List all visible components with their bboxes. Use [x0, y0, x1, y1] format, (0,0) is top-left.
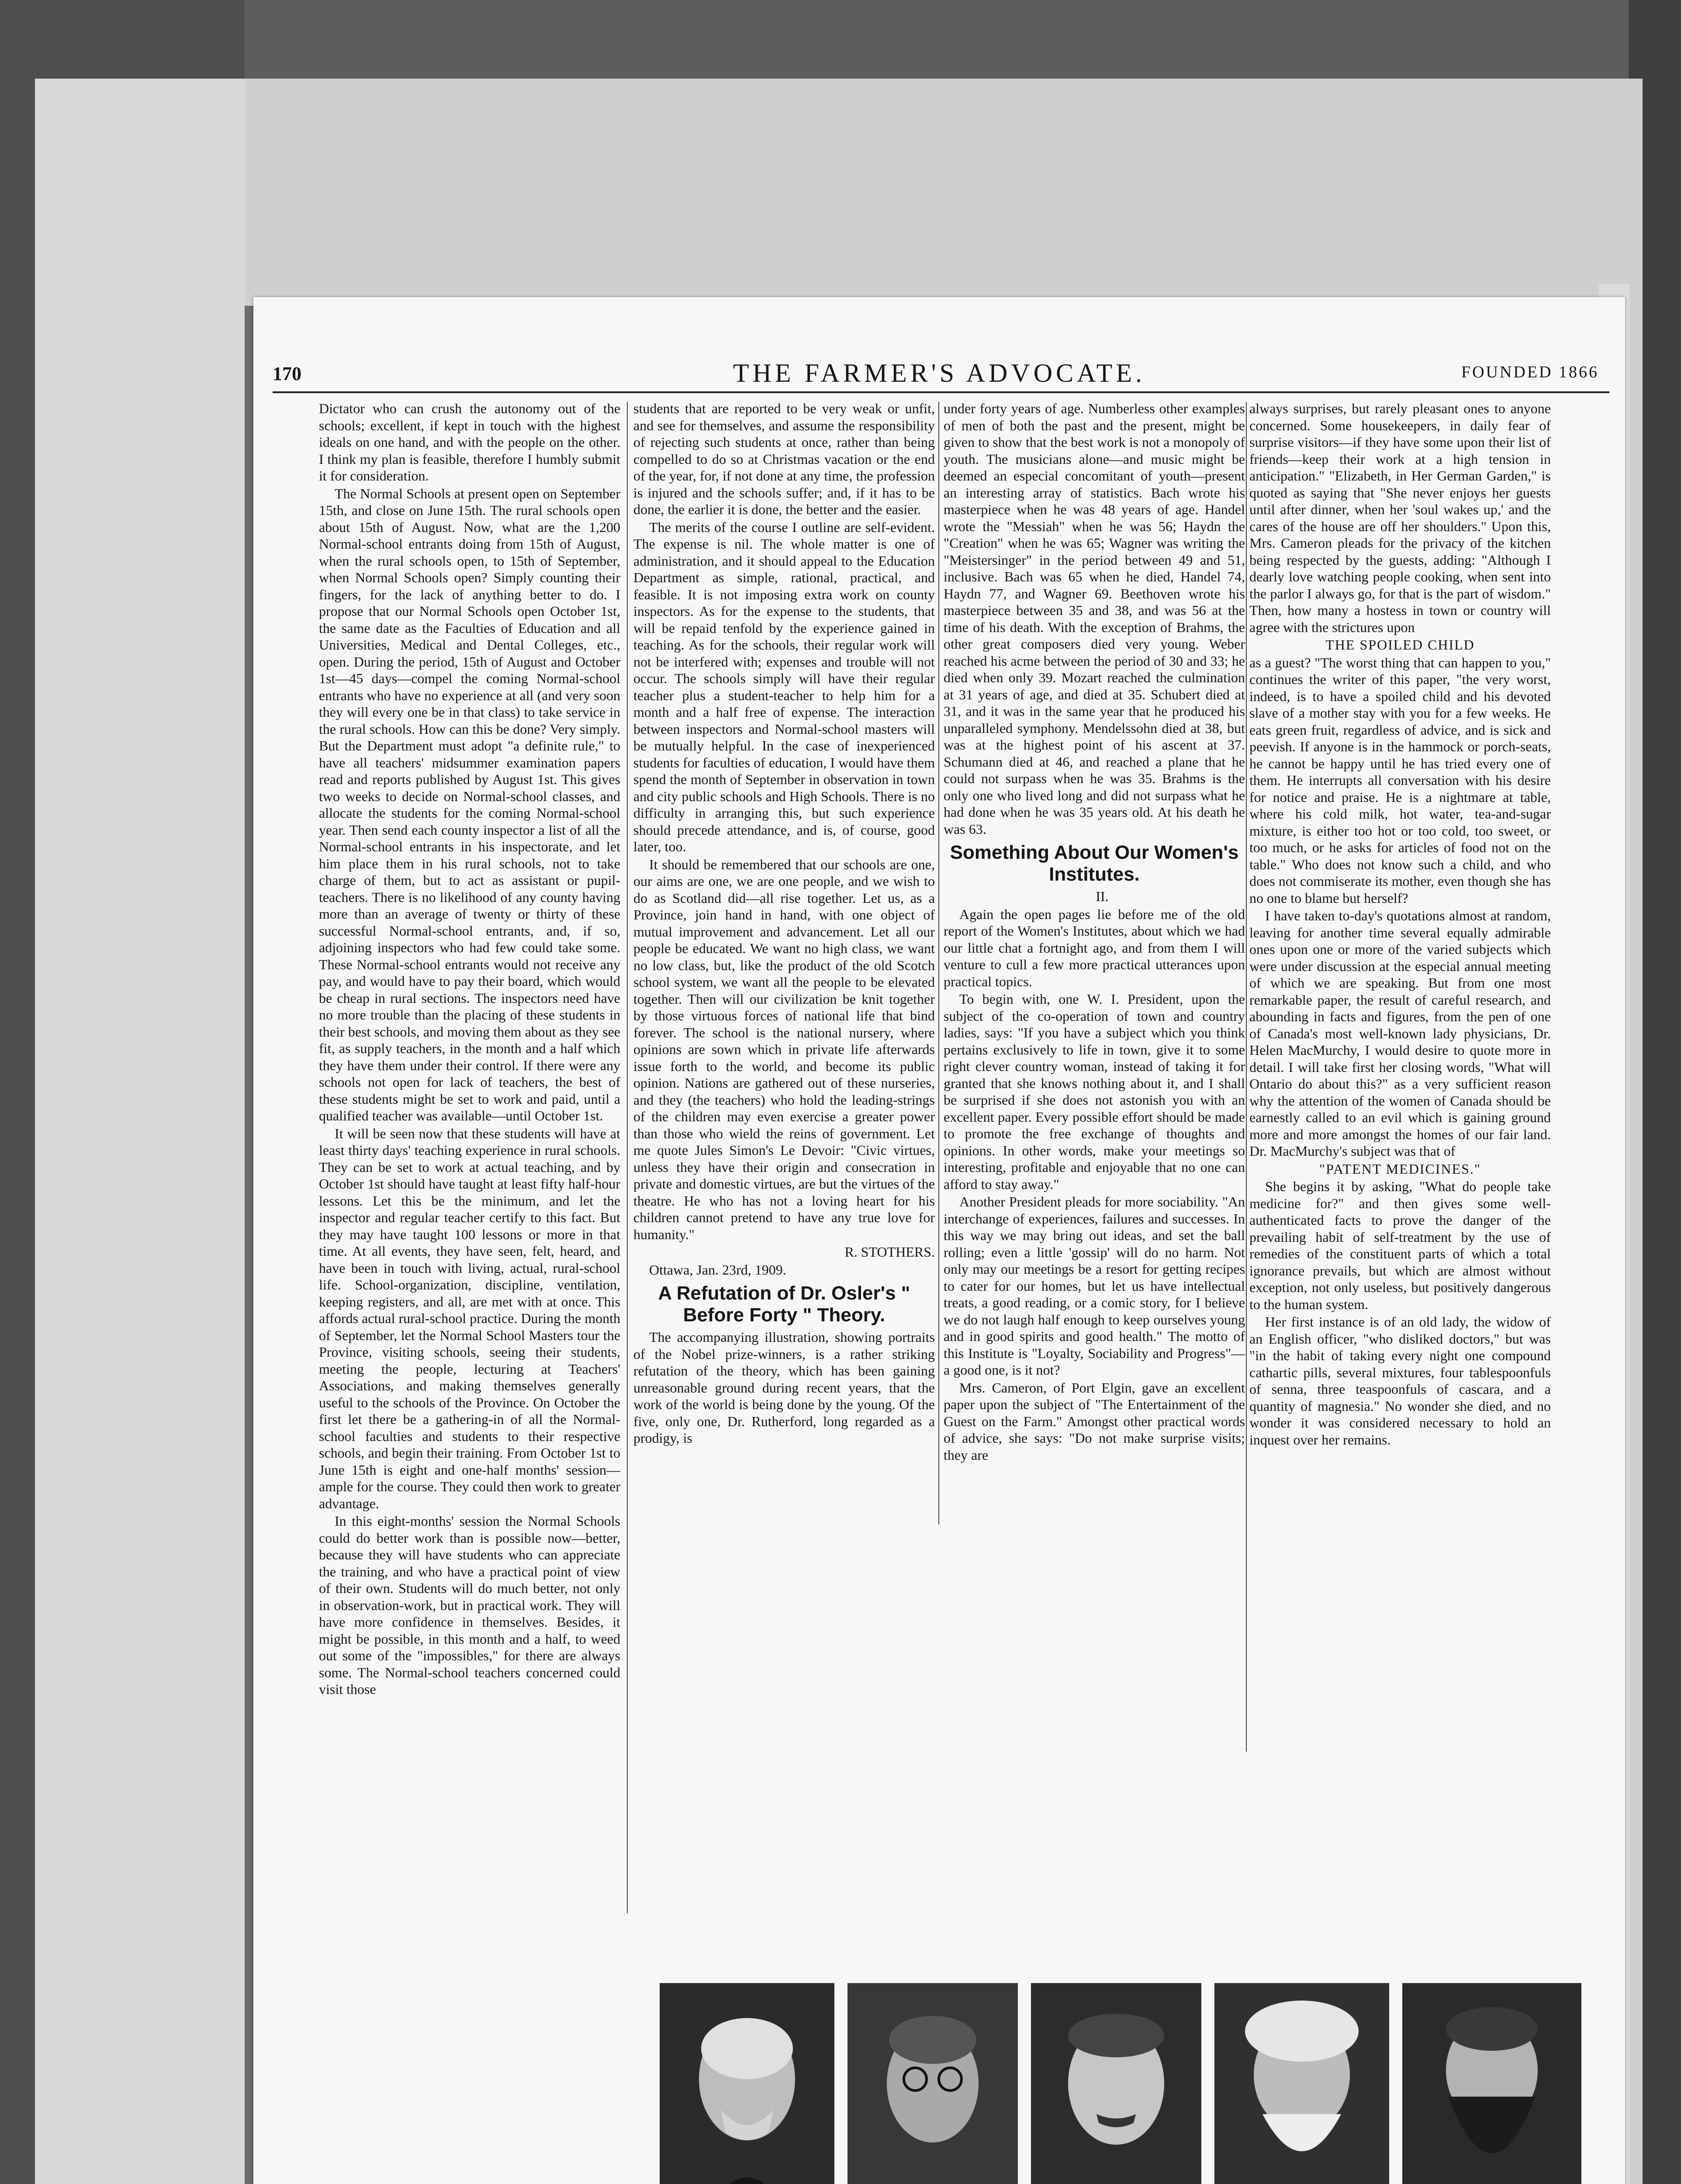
paragraph: Dictator who can crush the autonomy out of the schools; excellent, if kept in touch with the highest ideals on one hand, and with the people on the other. I think my plan is feasible, therefore I humbly submit it for consideration.	[319, 401, 620, 484]
column-2	[633, 400, 935, 1916]
paragraph: I have taken to-day's quotations almost at random, leaving for another time several equally admirable ones upon one or more of the varied subjects which were under discussion at the especial annual meeting of which we are speaking. But from one most remarkable paper, the result of careful research, and abounding in facts and figures, from the pen of one of Canada's most well-known lady physicians, Dr. Helen MacMurchy, I would desire to quote more in detail. I will take first her closing words, "What will Ontario do about this?" as a very sufficient reason why the attention of the women of Canada should be earnestly called to an evil which is gaining ground more and more amongst the homes of our fair land. Dr. MacMurchy's subject was that of	[1249, 908, 1551, 1159]
portrait-photo	[660, 1983, 834, 2184]
nobel-portraits-photo	[660, 1983, 1581, 2184]
paragraph: The merits of the course I outline are self-evident. The expense is nil. The whole matter is one of administration, and it should appeal to the Education Department as simple, rational, practical, and feasible. It is not imposing extra work on county inspectors. As for the expense to the students, that will be repaid tenfold by the experience gained in teaching. As for the schools, their regular work will not be interfered with; expenses and trouble will not occur. The schools simply will have their regular teacher plus a student-teacher to help him for a month and a half free of expense. The interaction between inspectors and Normal-school masters will be mutually helpful. In the case of inexperienced students for faculties of education, I would have them spend the month of September in observation in town and city public schools and High Schools. There is no difficulty in arranging this, but such experience should precede attendance, and is, of course, good later, too.	[633, 519, 935, 854]
column-rule	[627, 402, 628, 1913]
section-numeral: II.	[1096, 888, 1109, 904]
dateline: Ottawa, Jan. 23rd, 1909.	[649, 1261, 786, 1278]
portrait-photo	[1031, 1983, 1201, 2184]
column-3	[944, 400, 1245, 1523]
column-rule	[938, 402, 939, 1524]
column-1	[319, 400, 620, 2184]
portrait-photo	[1214, 1983, 1389, 2184]
paragraph: She begins it by asking, "What do people take medicine for?" and then gives some well-authenticated facts to prove the danger of the prevailing habit of self-treatment by the use of remedies of the constituent parts of which a total ignorance prevails, but which are almost without exception, not only useless, but positively dangerous to the human system.	[1249, 1178, 1551, 1312]
founded-label: FOUNDED 1866	[1461, 363, 1599, 381]
subheading: THE SPOILED CHILD	[1325, 637, 1475, 653]
column-4	[1249, 400, 1551, 1750]
paragraph: Mrs. Cameron, of Port Elgin, gave an excellent paper upon the subject of "The Entertainment of the Guest on the Farm." Amongst other practical words of advice, she says: "Do not make surprise visits; they are	[944, 1379, 1245, 1463]
underlying-sheet-top	[35, 79, 1634, 306]
paragraph: Her first instance is of an old lady, the widow of an English officer, "who disliked doctors," but was "in the habit of taking every night one compound cathartic pills, several mixtures, four tablespoonfuls of senna, three teaspoonfuls of cascara, and a quantity of magnesia." No wonder she died, and no wonder it was considered necessary to hold an inquest over her remains.	[1249, 1314, 1551, 1448]
paragraph: as a guest? "The worst thing that can happen to you," continues the writer of this paper, "the very worst, indeed, is to have a spoiled child and his devoted slave of a mother stay with you for a few weeks. He eats green fruit, regardless of advice, and is sick and peevish. If anyone is in the hammock or porch-seats, he cannot be happy until he has tried every one of them. He interrupts all conversation with his desire for notice and praise. He is a nightmare at table, where his cold milk, hot water, tea-and-sugar mixture, is either too hot or too cold, too sweet, or too much, or he asks for articles of food not on the table." Who does not know such a child, and who does not commiserate its mother, even though she has no one to blame but herself?	[1249, 654, 1551, 906]
paragraph: To begin with, one W. I. President, upon the subject of the co-operation of town and country ladies, says: "If you have a subject which you think pertains exclusively to life in town, give it to some right clever country woman, instead of taking it for granted that she knows nothing about it, and I shall be surprised if she does not astonish you with an excellent paper. Every possible effort should be made to promote the free exchange of thoughts and opinions. In other words, make your meetings so interesting, profitable and enjoyable that no one can afford to stay away."	[944, 991, 1245, 1192]
underlying-sheet-left	[35, 79, 245, 2184]
portrait-photo	[847, 1983, 1018, 2184]
paragraph: In this eight-months' session the Normal Schools could do better work than is possible now—better, because they will have students who can appreciate the training, and who have a practical point of view of their own. Students will do much better, not only in observation-work, but in practical work. They will have more confidence in themselves. Besides, it might be possible, in this month and a half, to weed out some of the "impossibles," for there are always some. The Normal-school teachers concerned could visit those	[319, 1513, 620, 1697]
page-number: 170	[273, 363, 301, 384]
journal-title: THE FARMER'S ADVOCATE.	[733, 359, 1146, 387]
portrait-photo	[1402, 1983, 1581, 2184]
paragraph: students that are reported to be very weak or unfit, and see for themselves, and assume the responsibility of rejecting such students at once, rather than being compelled to do so at Christmas vacation or the end of the year, for, if not done at any time, the profession is injured and the schools suffer; and, if it has to be done, the earlier it is done, the better and the easier.	[633, 401, 935, 517]
paragraph: It will be seen now that these students will have at least thirty days' teaching experience in rural schools. They can be set to work at actual teaching, and by October 1st should have taught at least fifty half-hour lessons. Let this be the minimum, and let the inspector and regular teacher certify to this fact. But they may have taught 100 lessons or more in that time. At all events, they have seen, felt, heard, and have been in touch with living, actual, rural-school life. School-organization, discipline, ventilation, keeping registers, and all, are met with at once. This affords actual rural-school practice. During the month of September, let the Normal School Masters tour the Province, visiting schools, seeing their students, meeting the people, lecturing at Teachers' Associations, and making themselves generally useful to the schools of the Province. On October the first let there be a gathering-in of all the Normal-school faculties and students to their respective schools, and begin their training. From October 1st to June 15th is eight and one-half months' session—ample for the course. They could then work to greater advantage.	[319, 1125, 620, 1511]
article-headline: Something About Our Women's Institutes.	[950, 842, 1239, 885]
paragraph: under forty years of age. Numberless other examples of men of both the past and the present, might be given to show that the best work is not a monopoly of youth. The musicians alone—and music might be deemed an especial concomitant of youth—present an interesting array of statistics. Bach wrote his masterpiece when he was 48 years of age. Handel wrote the "Messiah" when he was 56; Haydn the "Creation" when he was 65; Wagner was writing the "Meistersinger" in the period between 49 and 51, inclusive. Bach was 65 when he died, Handel 74, Haydn 77, and Wagner 69. Beethoven wrote his masterpiece between 35 and 38, and was 56 at the time of his death. With the exception of Brahms, the other great composers died very young. Weber reached his acme between the period of 30 and 33; he died when only 39. Mozart reached the culmination at 31 years of age, and died at 35. Schubert died at 31, and it was in the same year that he produced his unparalleled symphony. Mendelssohn died at 38, but was at the highest point of his ascent at 37. Schumann died at 46, and reached a plane that he could not surpass when he was 35. Brahms is the only one who lived long and did not surpass what he had done when he was 35 years old. At his death he was 63.	[944, 401, 1245, 837]
paragraph: The Normal Schools at present open on September 15th, and close on June 15th. The rural schools open about 15th of August. Now, what are the 1,200 Normal-school entrants doing from 15th of August, when the rural schools open, to 15th of September, when Normal Schools open? Simply counting their fingers, for the lack of anything better to do. I propose that our Normal Schools open October 1st, the same date as the Faculties of Education and all Universities, Medical and Dental Colleges, etc., open. During the period, 15th of August and October 1st—45 days—compel the coming Normal-school entrants who have no experience at all (and very soon they will every one be in that class) to take service in the rural schools. How can this be done? Very simply. But the Department must adopt "a definite rule," to have all teachers' midsummer examination papers read and reports published by August 1st. This gives two weeks to decide on Normal-school classes, and allocate the students for the coming Normal-school year. Then send each county inspector a list of all the Normal-school entrants in his inspectorate, and let him place them in his rural schools, not to take charge of them, but to act as assistant or pupil-teachers. There is no likelihood of any county having more than an average of twenty or thirty of these successful Normal-school entrants, and, if so, adjoining inspectors who had few could take some. These Normal-school entrants would not receive any pay, and would have to pay their board, which would be cheap in rural sections. The inspectors need have no more trouble than the placing of these students in their best schools, and moving them about as they see fit, as supply teachers, in the month and a half which they have them under their control. If there were any schools not open for lack of teachers, the best of these students might be set to work and paid, until a qualified teacher was available—until October 1st.	[319, 485, 620, 1123]
paragraph: always surprises, but rarely pleasant ones to anyone concerned. Some housekeepers, in daily fear of surprise visitors—if they have some upon their list of friends—keep their work at a high tension in anticipation." "Elizabeth, in Her German Garden," is quoted as saying that "She never enjoys her guests until after dinner, when her 'soul wakes up,' and the cares of the house are off her shoulders." Upon this, Mrs. Cameron pleads for the privacy of the kitchen being respected by the guests, adding: "Although I dearly love watching people cooking, when sent into the parlor I always go, for that is the part of wisdom." Then, how many a hostess in town or country will agree with the strictures upon	[1249, 401, 1551, 635]
paragraph: The accompanying illustration, showing portraits of the Nobel prize-winners, is a rather striking refutation of the theory, which has been gaining unreasonable ground during recent years, that the work of the world is being done by the young. Of the five, only one, Dr. Rutherford, long regarded as a prodigy, is	[633, 1329, 935, 1446]
author-signature: R. STOTHERS.	[844, 1244, 935, 1260]
article-headline: A Refutation of Dr. Osler's " Before Forty " Theory.	[658, 1282, 910, 1326]
column-rule	[1246, 402, 1247, 1752]
paragraph: Another President pleads for more sociability. "An interchange of experiences, failures and successes. In this way we may bring out ideas, and set the ball rolling; even a little 'gossip' will do no harm. Not only may our meetings be a resort for getting recipes to cater for our homes, but let us have intellectual treats, a good reading, or a comic story, for I believe we do not laugh half enough to keep ourselves young and in good spirits and good health." The motto of this Institute is "Loyalty, Sociability and Progress"—a good one, is it not?	[944, 1194, 1245, 1378]
paragraph: Again the open pages lie before me of the old report of the Women's Institutes, about which we had our little chat a fortnight ago, and from them I will venture to cull a few more practical utterances upon practical topics.	[944, 906, 1245, 989]
newspaper-page	[253, 297, 1625, 2184]
header-rule	[273, 391, 1609, 393]
paragraph: It should be remembered that our schools are one, our aims are one, we are one people, and we wish to do as Scotland did—all rise together. Let us, as a Province, join hand in hand, with one object of mutual improvement and advancement. Let all our people be educated. We want no high class, we want no low class, but, like the product of the old Scotch school system, we want all the people to be elevated together. Then will our civilization be knit together by those virtuous forces of national life that bind forever. The school is the national nursery, where opinions are sown which in private life afterwards issue forth to the world, and become its public opinion. Nations are gathered out of these nurseries, and they (the teachers) who hold the leading-strings of the children may even exercise a greater power than those who wield the reins of government. Let me quote Jules Simon's Le Devoir: "Civic virtues, unless they have their origin and consecration in private and domestic virtues, are but the virtues of the theatre. He who has not a loving heart for his children cannot pretend to have any true love for humanity."	[633, 856, 935, 1242]
page-header	[253, 297, 1625, 387]
subheading: "PATENT MEDICINES."	[1319, 1161, 1481, 1177]
